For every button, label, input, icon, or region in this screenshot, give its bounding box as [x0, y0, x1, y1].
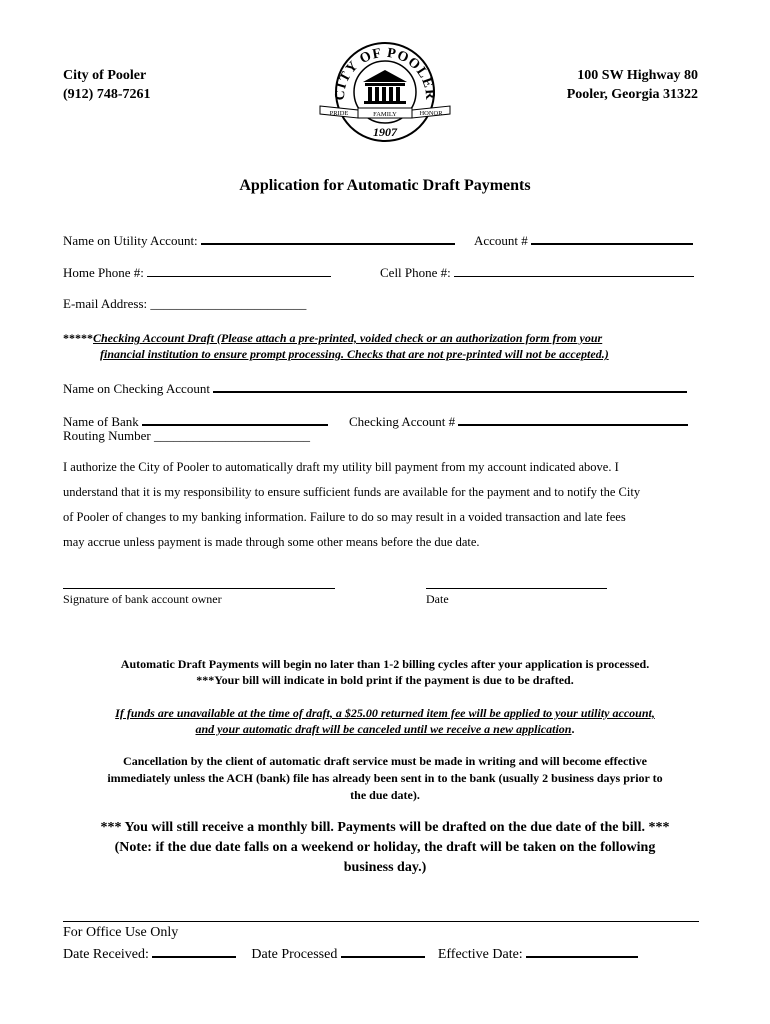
- account-number-label: Account #: [474, 233, 528, 248]
- name-on-checking-input[interactable]: [213, 379, 687, 393]
- signature-date-label: Date: [426, 592, 449, 606]
- bank-name-input[interactable]: [142, 412, 328, 426]
- checking-note-line2: financial institution to ensure prompt processing. Checks that are not pre-printed will not be accepted.): [100, 347, 609, 361]
- monthly-bill-line1: *** You will still receive a monthly bill. Payments will be drafted on the due date of the bill. ***: [100, 820, 670, 835]
- checking-account-input[interactable]: [458, 412, 688, 426]
- returned-fee-line2: and your automatic draft will be canceled until we receive a new application: [195, 722, 572, 736]
- name-on-utility-row: [63, 231, 455, 249]
- checking-note-prefix: *****: [63, 331, 93, 345]
- date-processed-label: Date Processed: [251, 947, 338, 962]
- authorization-line1: I authorize the City of Pooler to automatically draft my utility bill payment from my account indicated above. I: [63, 460, 619, 474]
- cancellation-line2: immediately unless the ACH (bank) file has already been sent in to the bank (usually 2 business days prior to: [107, 771, 663, 785]
- email-row: [63, 296, 306, 312]
- signature-date-input[interactable]: [426, 588, 607, 589]
- monthly-bill-line3: business day.): [343, 860, 427, 875]
- returned-fee-notice: [0, 705, 770, 737]
- email-input[interactable]: ________________________: [150, 296, 307, 311]
- monthly-bill-line2: (Note: if the due date falls on a weekend or holiday, the draft will be taken on the following: [114, 840, 656, 855]
- authorization-line2: understand that it is my responsibility to ensure sufficient funds are available for the payment and to notify the City: [63, 485, 641, 499]
- seal-left-word: PRIDE: [329, 110, 349, 117]
- cancellation-line3: the due date).: [350, 788, 420, 802]
- draft-begin-line1: Automatic Draft Payments will begin no later than 1-2 billing cycles after your application is processed.: [120, 657, 650, 671]
- cell-phone-label: Cell Phone #:: [380, 265, 451, 280]
- checking-note-line1: Checking Account Draft (Please attach a pre-printed, voided check or an authorization form from your: [93, 331, 603, 345]
- cancellation-notice: [0, 753, 770, 804]
- seal-right-word: HONOR: [419, 110, 443, 117]
- name-on-utility-input[interactable]: [201, 231, 455, 245]
- seal-year: 1907: [373, 125, 397, 139]
- monthly-bill-notice: [0, 818, 770, 878]
- authorization-paragraph: [63, 455, 713, 555]
- seal-center-word: FAMILY: [373, 111, 397, 118]
- address-line2: Pooler, Georgia 31322: [566, 87, 698, 102]
- signature-owner-label: Signature of bank account owner: [63, 592, 222, 606]
- home-phone-row: [63, 264, 331, 281]
- header-left: [63, 66, 151, 104]
- routing-input[interactable]: ________________________: [154, 428, 310, 443]
- name-on-checking-label: Name on Checking Account: [63, 381, 210, 396]
- signature-input[interactable]: [63, 588, 335, 589]
- returned-fee-line1: If funds are unavailable at the time of draft, a $25.00 returned item fee will be applied to your utility account,: [115, 706, 655, 720]
- email-label: E-mail Address:: [63, 296, 148, 311]
- home-phone-input[interactable]: [147, 264, 331, 277]
- draft-begin-notice: [0, 656, 770, 688]
- cell-phone-row: [380, 264, 694, 281]
- org-name: City of Pooler: [63, 68, 147, 83]
- authorization-line3: of Pooler of changes to my banking information. Failure to do so may result in a voided transaction and late fees: [63, 510, 626, 524]
- effective-date-input[interactable]: [526, 944, 638, 958]
- address-line1: 100 SW Highway 80: [577, 68, 698, 83]
- page-title: Application for Automatic Draft Payments: [239, 177, 531, 194]
- header-right: [567, 66, 698, 104]
- home-phone-label: Home Phone #:: [63, 265, 144, 280]
- office-divider: [63, 921, 699, 922]
- account-number-row: [474, 231, 693, 249]
- office-use-title: For Office Use Only: [63, 925, 179, 940]
- date-received-input[interactable]: [152, 944, 236, 958]
- seal-top-text: CITY OF POOLER: [332, 45, 438, 101]
- account-number-input[interactable]: [531, 231, 693, 245]
- name-on-utility-label: Name on Utility Account:: [63, 233, 198, 248]
- bank-name-label: Name of Bank: [63, 414, 139, 429]
- date-processed-input[interactable]: [341, 944, 425, 958]
- returned-fee-period: .: [571, 722, 575, 736]
- cell-phone-input[interactable]: [454, 264, 694, 277]
- authorization-line4: may accrue unless payment is made through some other means before the due date.: [63, 535, 480, 549]
- name-on-checking-row: [63, 379, 687, 397]
- cancellation-line1: Cancellation by the client of automatic draft service must be made in writing and will become effective: [123, 754, 647, 768]
- checking-note: [63, 330, 703, 362]
- org-phone: (912) 748-7261: [63, 87, 151, 102]
- city-seal-logo: [318, 40, 452, 144]
- checking-account-row: [349, 412, 688, 430]
- routing-label: Routing Number: [63, 428, 151, 443]
- office-use-row: [63, 944, 638, 963]
- effective-date-label: Effective Date:: [437, 947, 523, 962]
- draft-begin-line2: ***Your bill will indicate in bold print if the payment is due to be drafted.: [196, 673, 574, 687]
- checking-account-label: Checking Account #: [349, 414, 456, 429]
- date-received-label: Date Received:: [63, 947, 149, 962]
- routing-row: [63, 428, 310, 444]
